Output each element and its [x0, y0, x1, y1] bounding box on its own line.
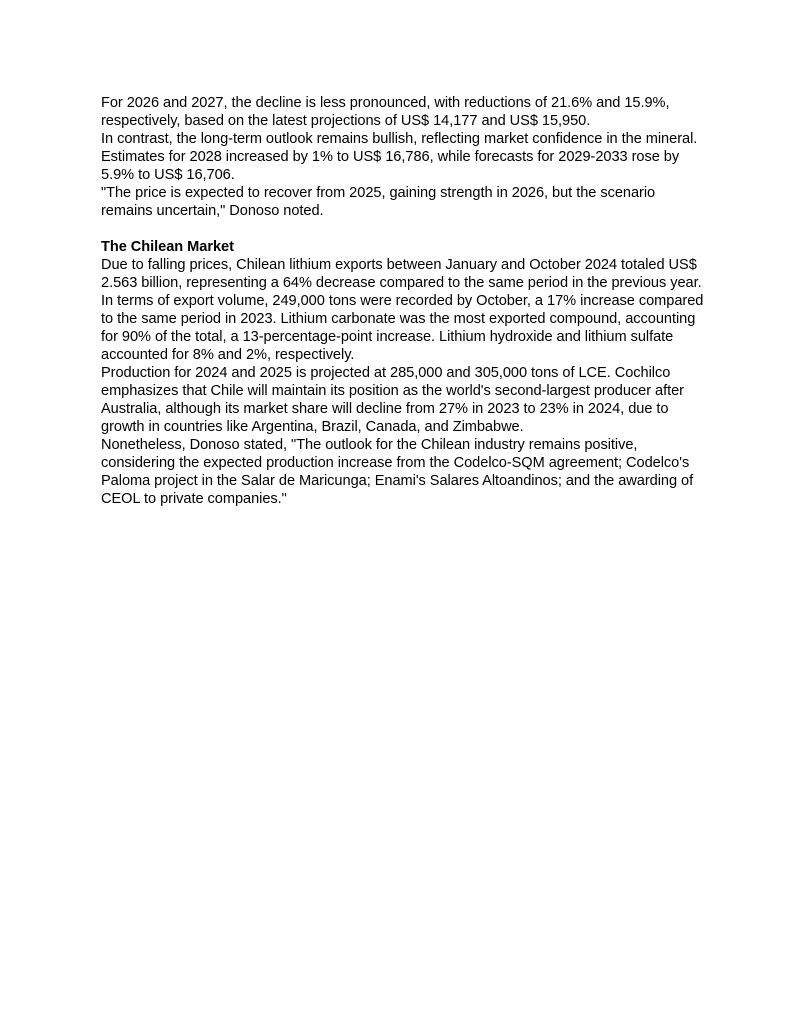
paragraph-production-projection: Production for 2024 and 2025 is projected at 285,000 and 305,000 tons of LCE. Cochilco emphasizes that Chile will maintain its position as the world's second-largest producer after Australia, although its market share will decline from 27% in 2023 to 23% in 2024, due to growth in countries like Argentina, Brazil, Canada, and Zimbabwe. — [101, 365, 684, 435]
paragraph-exports-value: Due to falling prices, Chilean lithium exports between January and October 2024 totaled US$ 2.563 billion, representing a 64% decrease compared to the same period in the previous year. — [101, 257, 702, 291]
paragraph-donoso-quote-outlook: Nonetheless, Donoso stated, "The outlook for the Chilean industry remains positive, considering the expected production increase from the Codelco-SQM agreement; Codelco's Paloma project in the Salar de Maricunga; Enami's Salares Altoandinos; and the awarding of CEOL to private companies." — [101, 437, 694, 507]
paragraph-spacer — [101, 220, 707, 238]
section-heading: The Chilean Market — [101, 239, 234, 255]
paragraph-donoso-quote-price: "The price is expected to recover from 2025, gaining strength in 2026, but the scenario remains uncertain," Donoso noted. — [101, 185, 656, 219]
paragraph-price-decline-2026-2027: For 2026 and 2027, the decline is less pronounced, with reductions of 21.6% and 15.9%, respectively, based on the latest projections of US$ 14,177 and US$ 15,950. — [101, 95, 670, 129]
paragraph-long-term-outlook: In contrast, the long-term outlook remains bullish, reflecting market confidence in the mineral. Estimates for 2028 increased by 1% to US$ 16,786, while forecasts for 2029-2033 rose by 5.9% to US$ 16,706. — [101, 131, 698, 183]
paragraph-export-volume: In terms of export volume, 249,000 tons were recorded by October, a 17% increase compared to the same period in 2023. Lithium carbonate was the most exported compound, accounting for 90% of the total, a 13-percentage-point increase. Lithium hydroxide and lithium sulfate accounted for 8% and 2%, respectively. — [101, 293, 704, 363]
document-page — [101, 94, 707, 508]
